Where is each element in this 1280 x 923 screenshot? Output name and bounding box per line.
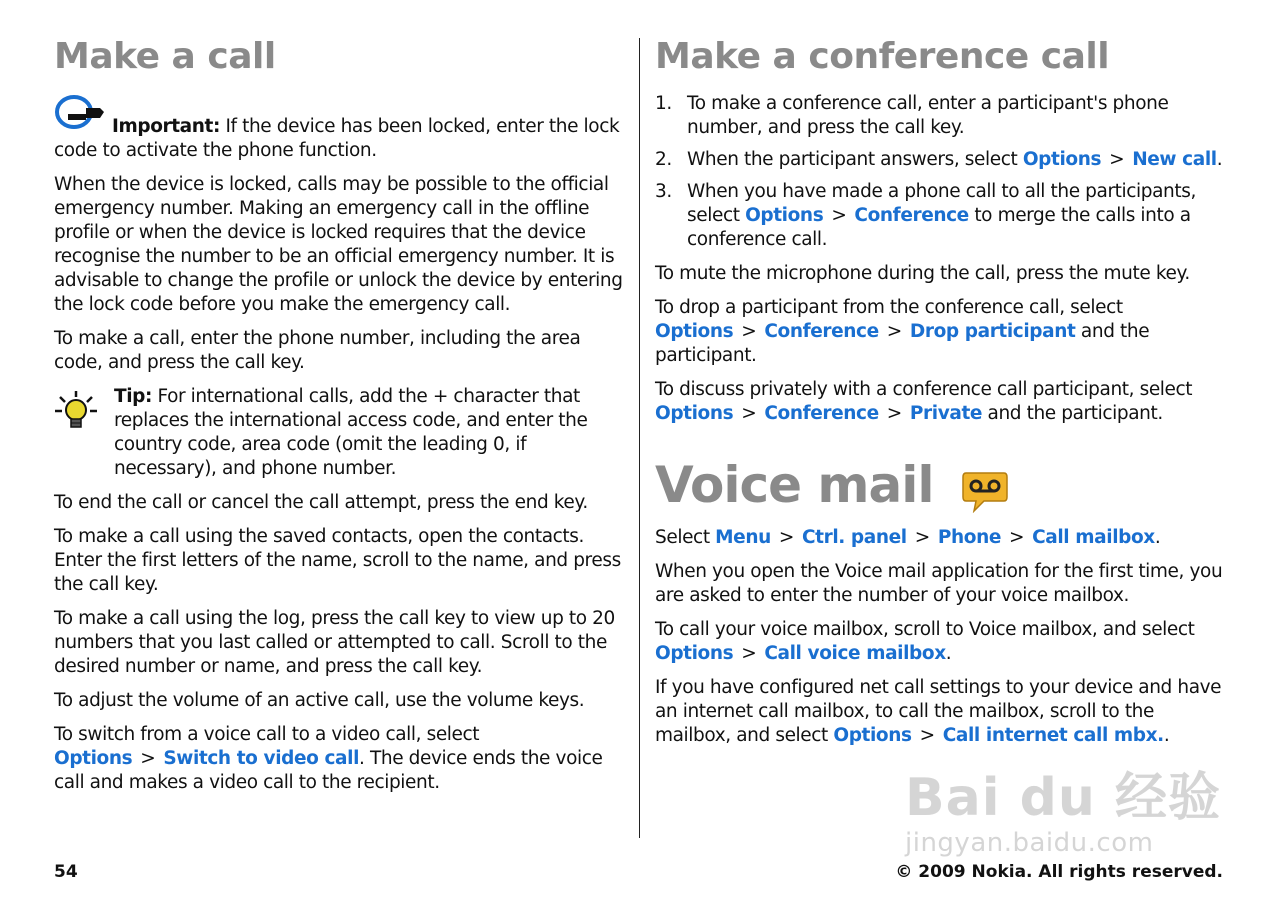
watermark-url: jingyan.baidu.com [905,828,1154,858]
separator: > [1109,149,1125,170]
list-item [655,180,1227,252]
paragraph-emergency: When the device is locked, calls may be possible to the official emergency number. Making an emergency call in the offline profile or when the device is locked requires that the device recognise the number to be an official emergency number. It is advisable to change the profile or unlock the device by entering the lock code before you make the emergency call. [54,174,623,315]
drop-text-end: and the participant. [655,321,1150,366]
drop-participant-link[interactable]: Drop participant [909,321,1076,342]
options-link[interactable]: Options [54,748,133,769]
options-link[interactable]: Options [833,725,912,746]
call-internet-call-mbx-link[interactable]: Call internet call mbx. [942,725,1164,746]
separator: > [741,403,757,424]
column-divider [639,38,640,838]
separator: > [778,527,794,548]
paragraph-log: To make a call using the log, press the call key to view up to 20 numbers that you last called or attempted to call. Scroll to the desired number or name, and press the call key. [54,608,615,677]
paragraph-vm-path [655,526,1227,550]
tip-label: Tip: [114,386,153,407]
vm-call-text: To call your voice mailbox, scroll to Voice mailbox, and select [655,619,1195,640]
period: . [1163,725,1170,746]
vm-internet-text: If you have configured net call settings to your device and have an internet call mailbox, to call the mailbox, scroll to the mailbox, and select [655,677,1222,746]
tip-text: For international calls, add the + character that replaces the international access code, and enter the country code, area code (omit the leading 0, if necessary), and phone number. [114,386,588,479]
section-title-make-call: Make a call [54,36,276,77]
options-link[interactable]: Options [655,643,734,664]
call-voice-mailbox-link[interactable]: Call voice mailbox [764,643,946,664]
section-title-voice-mail: Voice mail [655,456,934,514]
voicemail-icon [962,469,1008,517]
separator: > [741,643,757,664]
paragraph-drop-participant [655,296,1227,368]
paragraph-make-call: To make a call, enter the phone number, including the area code, and press the call key. [54,328,581,373]
drop-text: To drop a participant from the conference call, select [655,297,1123,318]
conference-steps [655,92,1227,252]
step-text: When you have made a phone call to all the participants, select [687,181,1196,226]
paragraph-vm-first-time: When you open the Voice mail application for the first time, you are asked to enter the number of your voice mailbox. [655,561,1223,606]
separator: > [886,403,902,424]
period: . [945,643,952,664]
paragraph-vm-call [655,618,1227,666]
paragraph-volume: To adjust the volume of an active call, use the volume keys. [54,690,585,711]
important-text: If the device has been locked, enter the lock code to activate the phone function. [54,116,620,161]
period: . [1154,527,1161,548]
important-hand-icon [54,92,110,139]
switch-to-video-call-link[interactable]: Switch to video call [163,748,360,769]
video-call-text-end: . The device ends the voice call and makes a video call to the recipient. [54,748,603,793]
new-call-link[interactable]: New call [1132,149,1217,170]
step-number: 1. [655,93,672,114]
private-text: To discuss privately with a conference call participant, select [655,379,1193,400]
separator: > [831,205,847,226]
separator: > [886,321,902,342]
private-link[interactable]: Private [909,403,983,424]
paragraph-contacts: To make a call using the saved contacts, open the contacts. Enter the first letters of the name, scroll to the name, and press the call key. [54,526,621,595]
right-column [655,30,1227,758]
options-link[interactable]: Options [1022,149,1102,170]
paragraph-end-call: To end the call or cancel the call attempt, press the end key. [54,492,588,513]
step-text: When the participant answers, select [687,149,1023,170]
left-column [54,30,626,805]
private-text-end: and the participant. [982,403,1163,424]
lightbulb-icon [54,389,98,440]
step-text-end: . [1216,149,1223,170]
important-note [54,92,626,163]
separator: > [140,748,156,769]
paragraph-private [655,378,1227,426]
separator: > [1009,527,1025,548]
watermark-logo: Bai du 经验 [905,768,1221,828]
baidu-watermark [905,768,1221,858]
page-number: 54 [54,862,78,882]
step-number: 2. [655,149,672,170]
options-link[interactable]: Options [745,205,824,226]
separator: > [914,527,930,548]
paragraph-vm-internet [655,676,1227,748]
conference-link[interactable]: Conference [764,321,879,342]
copyright: © 2009 Nokia. All rights reserved. [895,862,1223,882]
list-item [655,92,1227,140]
phone-link[interactable]: Phone [937,527,1001,548]
options-link[interactable]: Options [655,321,734,342]
tip-note [54,385,626,481]
call-mailbox-link[interactable]: Call mailbox [1032,527,1155,548]
section-title-conference-call: Make a conference call [655,36,1110,77]
list-item [655,148,1227,172]
paragraph-mute: To mute the microphone during the call, press the mute key. [655,263,1190,284]
options-link[interactable]: Options [655,403,734,424]
paragraph-video-call [54,723,626,795]
separator: > [919,725,935,746]
step-number: 3. [655,181,672,202]
menu-link[interactable]: Menu [715,527,771,548]
important-label: Important: [112,116,220,137]
step-text-end: to merge the calls into a conference call. [687,205,1191,250]
conference-link[interactable]: Conference [764,403,879,424]
ctrl-panel-link[interactable]: Ctrl. panel [801,527,907,548]
select-text: Select [655,527,716,548]
conference-link[interactable]: Conference [854,205,969,226]
video-call-text: To switch from a voice call to a video call, select [54,724,480,745]
voice-mail-heading [655,456,1227,526]
separator: > [741,321,757,342]
step-text: To make a conference call, enter a participant's phone number, and press the call key. [687,93,1169,138]
